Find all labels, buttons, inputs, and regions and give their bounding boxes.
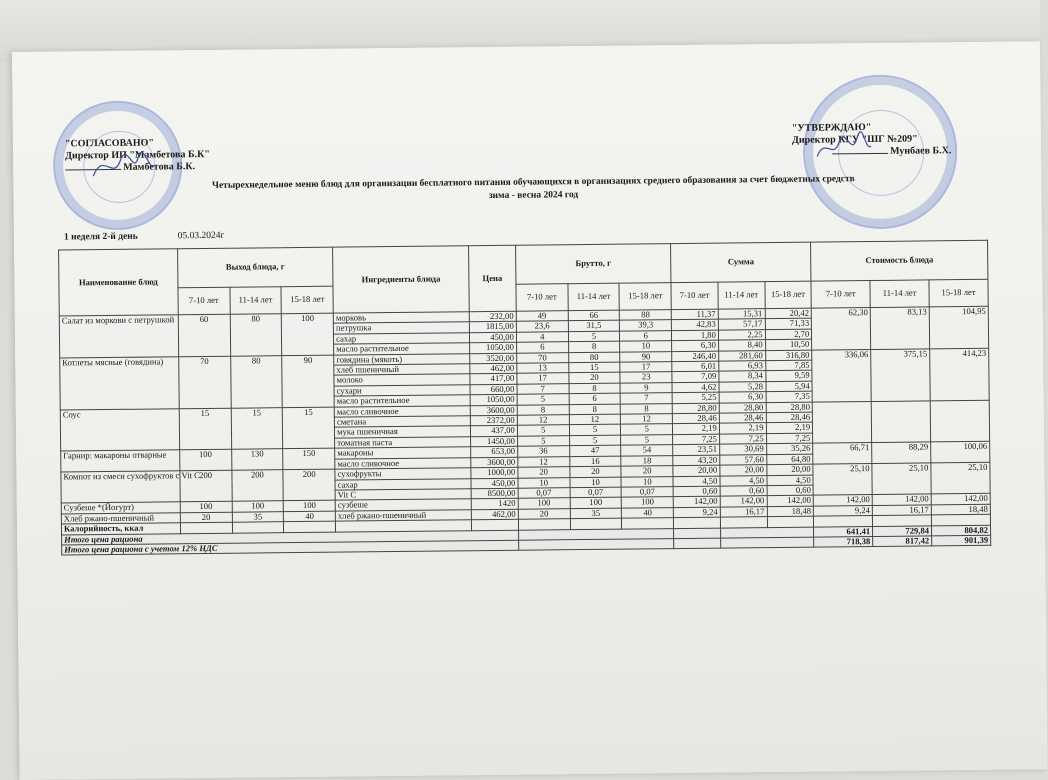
ingredient-brutto: 100 [622,497,674,508]
ingredient-brutto: 20 [568,373,620,384]
ingredient-brutto: 18 [621,455,673,466]
ingredient-brutto: 80 [568,352,620,363]
ingredient-brutto: 10 [621,476,673,487]
ingredient-brutto: 20 [518,508,570,519]
menu-table [58,240,991,556]
ingredient-brutto: 10 [620,341,672,352]
age-header: 11-14 лет [568,283,620,311]
ingredient-brutto: 90 [620,351,672,362]
dish-yield: 35 [232,511,284,522]
ingredient-brutto: 10 [518,477,570,488]
ingredient-brutto: 12 [518,456,570,467]
age-header: 15-18 лет [764,281,811,308]
ingredient-sum: 6,01 [672,361,719,372]
col-dish: Наименование блюд [59,249,178,316]
ingredient-brutto: 8 [569,404,621,415]
col-yield: Выход блюда, г [177,247,333,288]
ingredient-brutto: 5 [568,331,620,342]
ingredient-name: петрушка [333,322,469,334]
ingredient-brutto: 10 [570,477,622,488]
dish-yield: 15 [179,408,231,450]
ingredient-sum: 0,60 [673,486,720,497]
age-header: 7-10 лет [516,284,568,312]
ingredient-sum: 8,40 [718,340,765,351]
calories-label: Калорийность, ккал [61,523,180,535]
ingredient-brutto: 17 [620,362,672,373]
dish-name: Хлеб ржано-пшеничный [61,512,180,524]
ingredient-sum: 7,85 [765,360,812,371]
ingredient-sum: 64,80 [766,454,813,465]
ingredient-price: 417,00 [470,374,517,385]
ingredient-sum: 4,50 [767,475,814,486]
dish-yield: 40 [284,511,336,522]
ingredient-brutto: 20 [518,467,570,478]
age-header: 11-14 лет [230,287,282,315]
dish-yield: 100 [282,313,334,355]
ingredient-brutto: 8 [568,341,620,352]
age-header: 11-14 лет [718,282,765,309]
ingredient-brutto: 12 [569,414,621,425]
ingredient-brutto: 12 [621,414,673,425]
ingredient-sum: 246,40 [672,351,719,362]
ingredient-name: масло сливочное [335,457,471,469]
ingredient-sum: 5,94 [766,381,813,392]
dish-cost: 142,00 [872,494,931,505]
ingredient-sum: 57,60 [720,454,767,465]
agreed-position: Директор ИП "Мамбетова Б.К" [65,148,210,162]
dish-cost: 25,10 [813,464,872,496]
ingredient-brutto: 54 [621,445,673,456]
document-title [153,173,913,207]
dish-cost [930,400,989,442]
ingredient-brutto: 5 [517,425,569,436]
dish-cost [812,401,871,443]
ingredient-price: 462,00 [470,363,517,374]
ingredient-sum: 20,00 [673,465,720,476]
dish-cost: 336,06 [812,349,871,402]
dish-cost: 83,13 [870,307,929,349]
ingredient-sum: 20,00 [720,465,767,476]
dish-yield: 100 [284,500,336,511]
dish-cost: 62,30 [811,308,870,350]
ingredient-sum: 7,25 [766,433,813,444]
menu-body [59,306,990,524]
ingredient-brutto: 5 [569,435,621,446]
ingredient-brutto: 31,5 [568,321,620,332]
ingredient-brutto: 70 [517,352,569,363]
ingredient-sum: 6,30 [672,340,719,351]
dish-name: Соус [60,408,179,451]
ingredient-price: 3600,00 [470,405,517,416]
ingredient-sum: 2,25 [718,329,765,340]
dish-yield: 15 [231,407,283,449]
ingredient-brutto: 0,07 [518,488,570,499]
ingredient-brutto: 0,07 [570,487,622,498]
ingredient-sum: 71,33 [765,319,812,330]
dish-yield: 90 [282,355,334,408]
dish-cost: 88,29 [872,442,931,463]
dish-cost: 100,06 [931,442,990,463]
dish-yield: 20 [180,512,232,523]
ingredient-name: хлеб ржано-пшеничный [335,509,471,521]
approved-name: Мунбаев Б.Х. [890,145,952,157]
ingredient-brutto: 13 [517,363,569,374]
ingredient-brutto: 5 [621,434,673,445]
ingredient-brutto: 0,07 [621,487,673,498]
ingredient-sum: 28,80 [766,402,813,413]
ingredient-name: сухари [334,385,470,397]
dish-cost: 66,71 [813,443,872,464]
dish-name: Котлеты мясные (говядина) [60,356,179,409]
ingredient-sum: 6,30 [719,392,766,403]
agreed-title: "СОГЛАСОВАНО" [64,137,154,150]
ingredient-brutto: 20 [621,466,673,477]
age-header: 7-10 лет [178,287,230,315]
week-day-line [64,231,225,243]
dish-cost: 414,23 [930,348,990,401]
ingredient-sum: 7,35 [766,391,813,402]
age-header: 15-18 лет [619,283,671,311]
ingredient-price: 653,00 [471,447,518,458]
ingredient-sum: 142,00 [767,495,814,506]
ingredient-brutto: 6 [569,393,621,404]
ingredient-name: сухофрукты [335,468,471,480]
dish-name: Сузбеше *(Йогурт) [61,502,180,514]
dish-name: Гарнир: макароны отварные [61,450,180,472]
dish-yield: 15 [283,407,335,449]
dish-name: Салат из моркови с петрушкой [59,315,178,358]
dish-cost: 375,15 [871,349,930,402]
approved-position: Директор КГУ "ШГ №209" [791,133,918,146]
ingredient-name: говядина (мякоть) [334,353,470,365]
ingredient-sum: 11,37 [671,309,718,320]
ingredient-brutto: 8 [621,403,673,414]
ingredient-price: 660,00 [470,384,517,395]
ingredient-price: 1050,00 [470,394,517,405]
age-header: 15-18 лет [929,279,988,307]
ingredient-sum: 8,34 [719,371,766,382]
ingredient-sum: 0,60 [720,486,767,497]
ingredient-sum: 20,42 [765,308,812,319]
ingredient-sum: 43,20 [673,455,720,466]
col-cost: Стоимость блюда [811,240,988,281]
ingredient-sum: 2,19 [766,423,813,434]
ingredient-brutto: 40 [622,507,674,518]
dish-cost: 16,17 [872,505,931,516]
ingredient-sum: 18,48 [767,506,814,517]
ingredient-sum: 20,00 [766,464,813,475]
dish-yield: 70 [178,356,230,409]
ingredient-price: 1000,00 [471,467,518,478]
total-vat-value: 817,42 [873,536,932,547]
dish-cost: 18,48 [931,504,990,515]
ingredient-sum: 4,62 [672,382,719,393]
ingredient-brutto: 5 [517,394,569,405]
dish-yield: 200 [231,470,283,502]
ingredient-brutto: 47 [569,445,621,456]
dish-yield: 150 [283,448,335,469]
ingredient-sum: 7,25 [719,433,766,444]
dish-yield: 200 [283,469,335,501]
ingredient-sum: 10,50 [765,339,812,350]
dish-yield: 100 [179,450,231,471]
title-line-2: зима - весна 2024 год [488,190,579,202]
ingredient-price: 3520,00 [470,353,517,364]
ingredient-name: масло растительное [334,395,470,407]
ingredient-sum: 7,09 [672,372,719,383]
ingredient-sum: 16,17 [720,506,767,517]
week-day: 1 неделя 2-й день [63,231,138,243]
ingredient-brutto: 7 [620,393,672,404]
dish-cost: 142,00 [813,495,872,506]
ingredient-brutto: 39,3 [620,320,672,331]
ingredient-sum: 281,60 [719,350,766,361]
menu-date: 05.03.2024г [177,230,225,242]
ingredient-sum: 142,00 [673,496,720,507]
age-header: 11-14 лет [870,280,929,308]
ingredient-name: Vit C [335,489,471,501]
total-label: Итого цена рациона [62,530,519,545]
ingredient-price: 462,00 [471,509,518,520]
ingredient-sum: 7,25 [673,434,720,445]
dish-cost [871,401,930,443]
title-line-1: Четырехнедельное меню блюд для организации бесплатного питания обучающихся в организациях среднего образования за счет бюджетных средств [211,174,855,191]
ingredient-price: 2372,00 [470,415,517,426]
ingredient-brutto: 23 [620,372,672,383]
dish-yield: 80 [230,355,282,408]
ingredient-sum: 28,46 [766,412,813,423]
ingredient-brutto: 6 [516,342,568,353]
menu-document [12,41,1048,780]
approved-title: "УТВЕРЖДАЮ" [791,122,872,134]
ingredient-sum: 35,26 [766,443,813,454]
ingredient-sum: 28,46 [672,413,719,424]
ingredient-sum: 2,19 [673,424,720,435]
ingredient-name: морковь [333,312,469,324]
ingredient-sum: 30,69 [719,444,766,455]
age-header: 7-10 лет [811,281,870,309]
ingredient-brutto: 7 [517,384,569,395]
ingredient-price: 437,00 [471,426,518,437]
ingredient-brutto: 100 [570,497,622,508]
ingredient-name: сахар [335,478,471,490]
ingredient-brutto: 9 [620,382,672,393]
ingredient-price: 3600,00 [471,457,518,468]
ingredient-brutto: 8 [569,383,621,394]
ingredient-name: хлеб пшеничный [334,364,470,376]
ingredient-name: мука пшеничная [335,426,471,438]
ingredient-name: сметана [334,416,470,428]
ingredient-price: 1050,00 [470,342,517,353]
ingredient-sum: 2,70 [765,329,812,340]
ingredient-brutto: 5 [517,436,569,447]
col-price: Цена [469,245,516,311]
ingredient-sum: 57,17 [718,319,765,330]
col-brutto: Брутто, г [515,244,671,285]
ingredient-sum: 15,31 [718,309,765,320]
ingredient-sum: 23,51 [673,444,720,455]
dish-yield: 60 [178,314,230,356]
ingredient-brutto: 100 [518,498,570,509]
ingredient-sum: 1,80 [672,330,719,341]
col-sum: Сумма [671,242,811,282]
ingredient-price: 1815,00 [469,322,516,333]
ingredient-price: 1420 [471,499,518,510]
ingredient-sum: 5,25 [672,392,719,403]
ingredient-sum: 2,19 [719,423,766,434]
ingredient-sum: 0,60 [767,485,814,496]
ingredient-sum: 9,24 [673,507,720,518]
ingredient-brutto: 5 [569,425,621,436]
total-vat-label: Итого цена рациона с учетом 12% НДС [62,540,519,555]
dish-yield: 100 [232,501,284,512]
ingredient-sum: 4,50 [720,475,767,486]
ingredient-brutto: 6 [620,330,672,341]
signature-right [813,128,873,169]
dish-cost: 9,24 [814,505,873,516]
ingredient-sum: 142,00 [720,496,767,507]
ingredient-brutto: 16 [569,456,621,467]
total-value: 729,84 [873,525,932,536]
ingredient-price: 450,00 [470,332,517,343]
ingredient-price: 8500,00 [471,488,518,499]
ingredient-brutto: 66 [568,310,620,321]
dish-yield: 80 [230,314,282,356]
total-value: 804,82 [931,525,990,536]
ingredient-sum: 28,80 [672,403,719,414]
ingredient-name: масло растительное [334,343,470,355]
ingredient-sum: 28,80 [719,402,766,413]
ingredient-brutto: 23,6 [516,321,568,332]
agreed-name: Мамбетова Б.К. [123,161,196,173]
ingredient-sum: 9,59 [765,371,812,382]
ingredient-brutto: 4 [516,332,568,343]
ingredient-sum: 28,46 [719,413,766,424]
dish-yield: 130 [231,449,283,470]
ingredient-brutto: 8 [517,404,569,415]
dish-cost: 25,10 [931,462,990,494]
ingredient-name: масло сливочное [334,405,470,417]
ingredient-price: 232,00 [469,311,516,322]
col-ingredients: Ингредиенты блюда [333,246,470,313]
dish-yield: 100 [180,502,232,513]
ingredient-brutto: 17 [517,373,569,384]
signature-left [88,145,158,186]
ingredient-price: 1450,00 [471,436,518,447]
ingredient-name: молоко [334,374,470,386]
ingredient-name: сахар [334,333,470,345]
dish-cost: 104,95 [929,306,988,348]
ingredient-brutto: 15 [568,362,620,373]
ingredient-sum: 42,83 [671,320,718,331]
dish-name: Компот из смеси сухофруктов с Vit C [61,471,180,503]
dish-cost: 142,00 [931,494,990,505]
ingredient-sum: 4,50 [673,476,720,487]
age-header: 15-18 лет [281,286,333,314]
ingredient-price: 450,00 [471,478,518,489]
ingredient-brutto: 88 [620,310,672,321]
ingredient-sum: 6,93 [719,361,766,372]
ingredient-brutto: 35 [570,508,622,519]
total-value: 641,41 [814,526,873,537]
dish-cost: 25,10 [872,463,931,495]
ingredient-name: сузбеше [335,499,471,511]
ingredient-brutto: 5 [621,424,673,435]
ingredient-brutto: 49 [516,311,568,322]
dish-yield: 200 [180,470,232,502]
ingredient-brutto: 36 [517,446,569,457]
ingredient-name: макароны [335,447,471,459]
ingredient-sum: 5,28 [719,381,766,392]
ingredient-sum: 316,80 [765,350,812,361]
ingredient-name: томатная паста [335,437,471,449]
ingredient-brutto: 12 [517,415,569,426]
total-vat-value: 718,38 [814,536,873,547]
age-header: 7-10 лет [671,282,718,309]
total-vat-value: 901,39 [932,535,991,546]
ingredient-brutto: 20 [569,466,621,477]
